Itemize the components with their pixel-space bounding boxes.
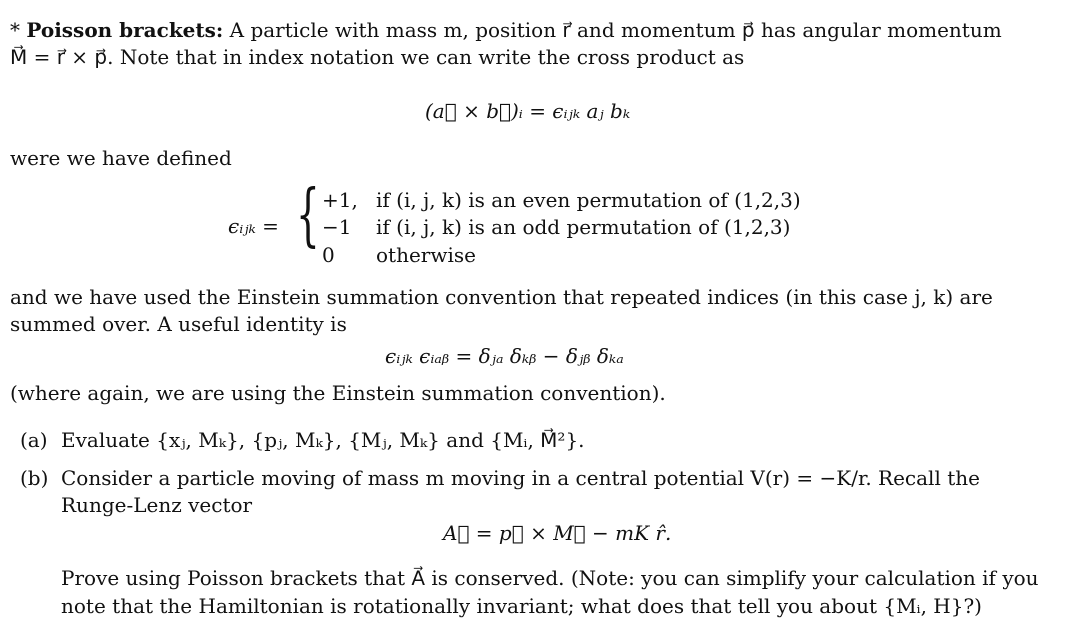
part-a-text: Evaluate {xⱼ, Mₖ}, {pⱼ, Mₖ}, {Mⱼ, Mₖ} and {Mᵢ, M⃗²}. [61,428,585,452]
case-value-2: −1 [322,215,352,239]
part-a-label: (a) [20,428,48,452]
levi-civita-symbol: ϵᵢⱼₖ = [228,214,279,238]
case-value-3: 0 [322,243,335,267]
intro-line-1 [10,17,1002,43]
part-b-line-1: Consider a particle moving of mass m moving in a central potential V(r) = −K/r. Recall the [61,466,980,490]
part-b-label: (b) [20,466,49,490]
runge-lenz-equation: A⃗ = p⃗ × M⃗ − mK r̂. [443,521,672,545]
case-condition-1: if (i, j, k) is an even permutation of (1,2,3) [376,188,801,212]
part-b-prove-line-2: note that the Hamiltonian is rotationally invariant; what does that tell you about {Mᵢ, H}?) [61,594,982,618]
cross-product-equation: (a⃗ × b⃗)ᵢ = ϵᵢⱼₖ aⱼ bₖ [425,99,631,123]
case-value-1: +1, [322,188,358,212]
star-marker: * [10,18,20,42]
case-condition-3: otherwise [376,243,476,267]
part-b-prove-line-1: Prove using Poisson brackets that A⃗ is conserved. (Note: you can simplify your calculation if you [61,566,1039,590]
defined-text: were we have defined [10,146,232,170]
part-b-line-2: Runge-Lenz vector [61,493,253,517]
einstein-line-1: and we have used the Einstein summation convention that repeated indices (in this case j, k) are [10,285,993,309]
case-condition-2: if (i, j, k) is an odd permutation of (1,2,3) [376,215,791,239]
einstein-line-2: summed over. A useful identity is [10,312,347,336]
intro-line-2: M⃗ = r⃗ × p⃗. Note that in index notation we can write the cross product as [10,45,745,69]
intro-text-1: A particle with mass m, position r⃗ and momentum p⃗ has angular momentum [229,18,1002,42]
section-heading: Poisson brackets: [26,18,224,42]
identity-equation: ϵᵢⱼₖ ϵᵢₐᵦ = δⱼₐ δₖᵦ − δⱼᵦ δₖₐ [385,344,624,368]
left-brace-icon: { [296,176,320,255]
where-again-text: (where again, we are using the Einstein summation convention). [10,381,666,405]
